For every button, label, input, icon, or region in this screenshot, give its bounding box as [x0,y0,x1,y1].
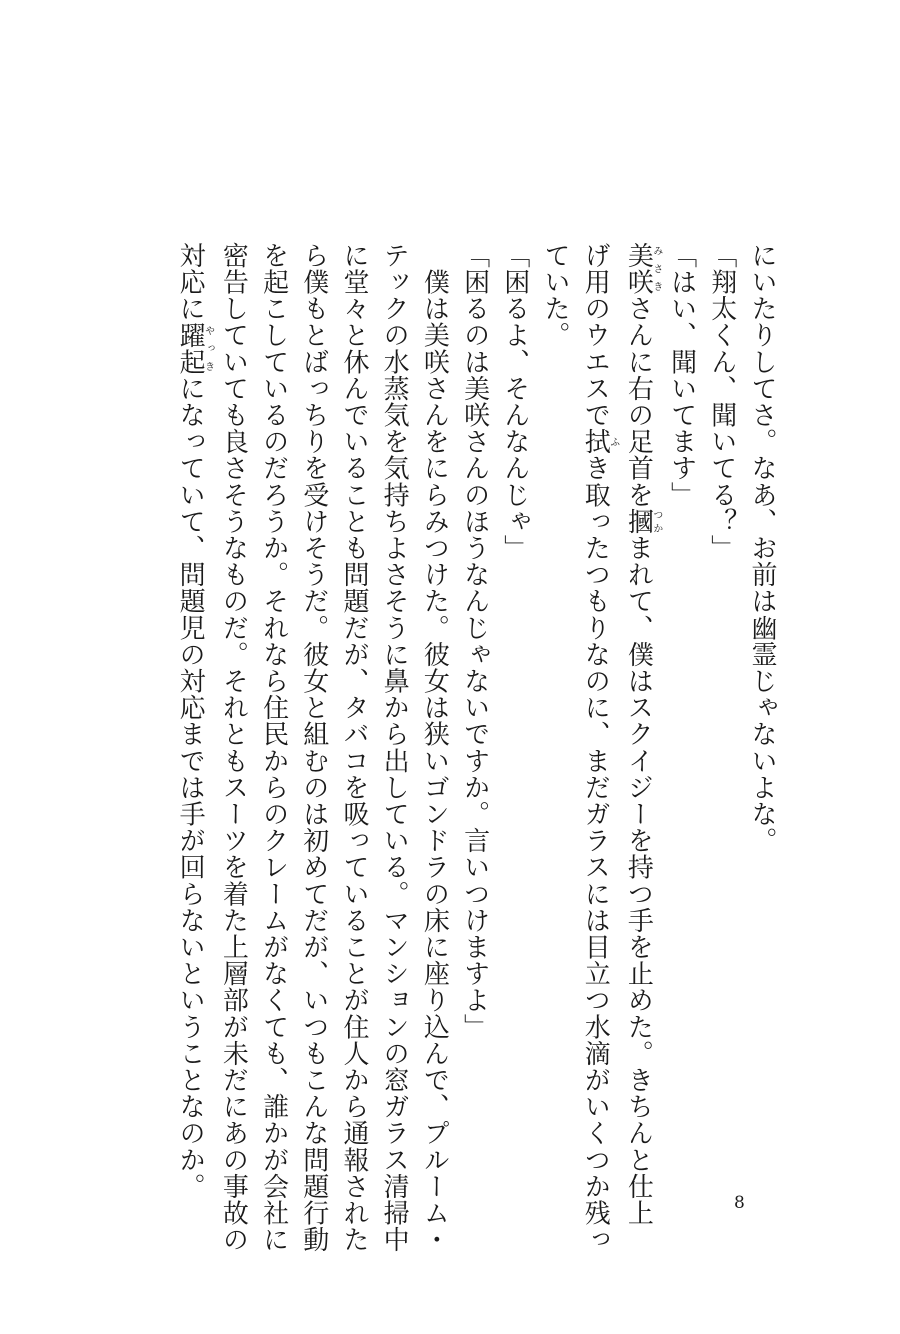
ruby-word: 躍起やっき [175,321,214,376]
text-line: ら僕もとばっちりを受けそうだ。彼女と組むのは初めてだが、いつもこんな問題行動 [298,242,329,1253]
text-line: テックの水蒸気を気持ちよさそうに鼻から出している。マンションの窓ガラス清掃中 [379,242,410,1253]
text-line: 「困るのは美咲さんのほうなんじゃないですか。言いつけますよ」 [459,242,490,1040]
text-line: ていた。 [539,242,570,349]
text-line: に堂々と休んでいることも問題だが、タバコを吸っていることが住人から通報された [338,242,369,1253]
text-line: 密告していても良さそうなものだ。それともスーツを着た上層部が未だにあの事故の [218,242,249,1253]
text-line: げ用のウエスで拭ふき取ったつもりなのに、まだガラスには目立つ水滴がいくつか残っ [580,242,619,1253]
text-line: 美咲みさきさんに右の足首を摑つかまれて、僕はスクイジーを持つ手を止めた。きちんと仕上 [623,242,662,1227]
ruby-word: 美咲みさき [623,242,662,296]
ruby-word: 摑つか [623,508,662,535]
text-line: 「困るよ、そんなんじゃ」 [499,242,530,562]
text-line: 「はい、聞いてます」 [666,242,697,508]
ruby-word: 拭ふ [580,428,619,455]
text-line: 僕は美咲さんをにらみつけた。彼女は狭いゴンドラの床に座り込んで、プルーム・ [419,242,450,1253]
text-line: を起こしているのだろうか。それなら住民からのクレームがなくても、誰かが会社に [258,242,289,1253]
text-line: にいたりしてさ。なあ、お前は幽霊じゃないよな。 [747,242,777,854]
page-number: 8 [734,1193,745,1213]
body-text [170,242,782,1253]
text-line: 対応に躍起やっきになっていて、問題児の対応までは手が回らないということなのか。 [175,242,214,1200]
text-line: 「翔太くん、聞いてる？」 [706,242,737,562]
